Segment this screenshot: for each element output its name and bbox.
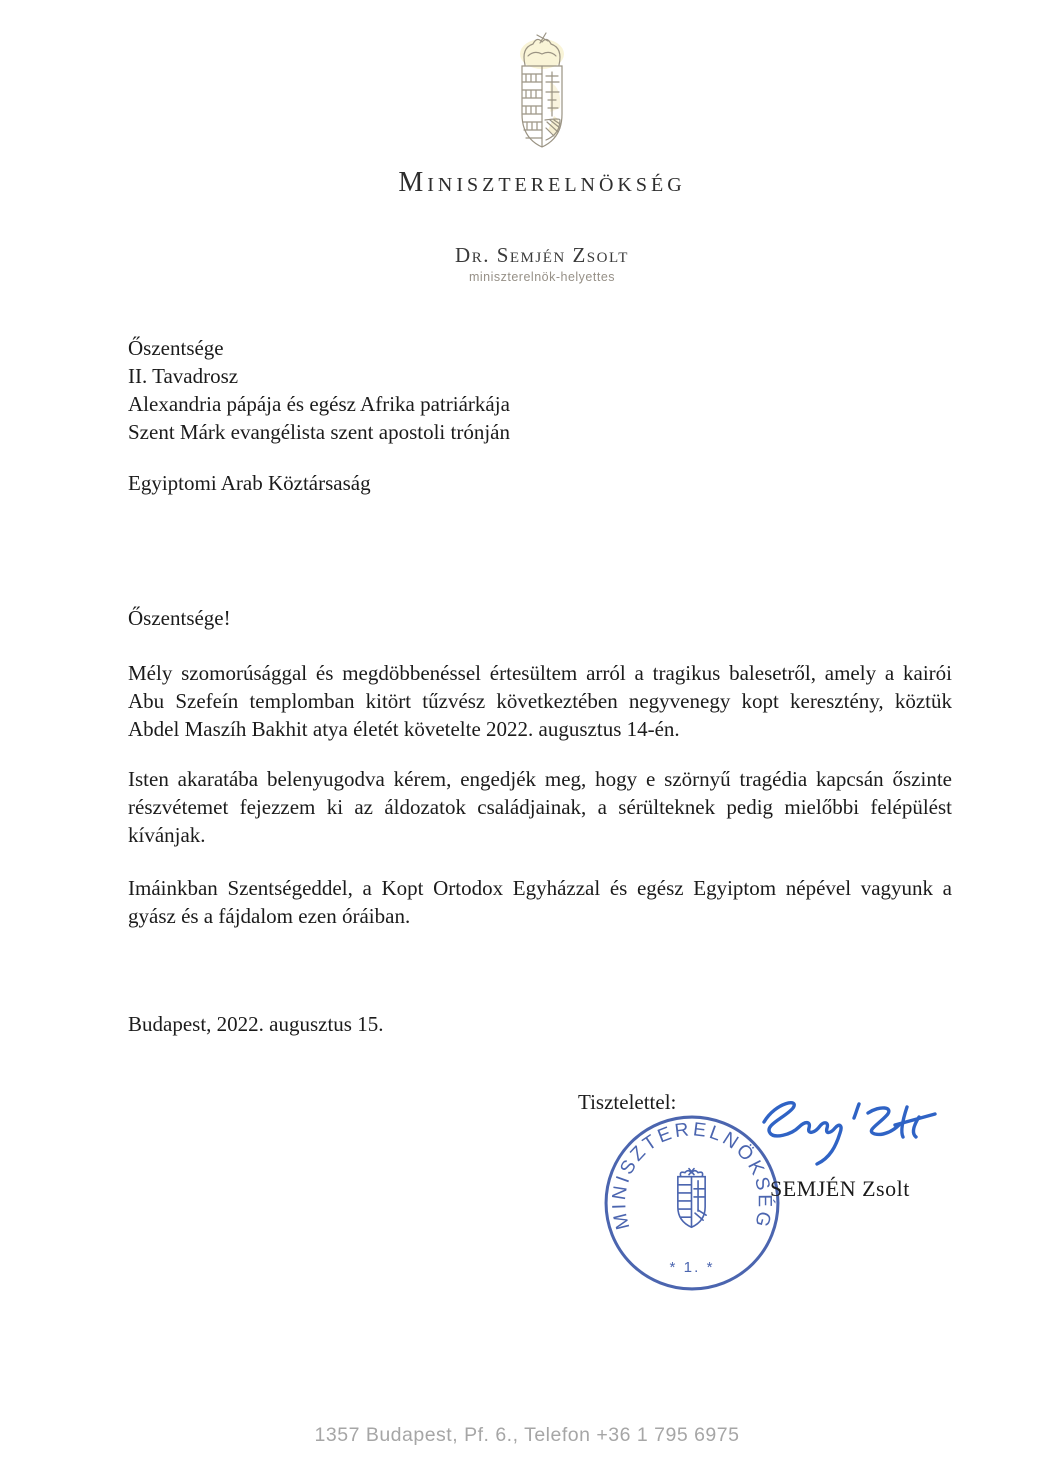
officer-title: miniszterelnök-helyettes [468, 270, 616, 284]
stamp-coat-of-arms-icon [678, 1169, 706, 1228]
footer-contact: 1357 Budapest, Pf. 6., Telefon +36 1 795 6975 [314, 1424, 740, 1446]
org-name: Miniszterelnökség [398, 167, 686, 198]
paragraph: Mély szomorúsággal és megdöbbenéssel értesültem arról a tragikus balesetről, amely a kairói Abu Szefeín templomban kitört tűzvész következtében negyvenegy kopt keresztény, köztük Abdel Maszíh Bakhit atya életét követelte 2022. augusztus 14-én. [128, 661, 952, 741]
letterhead [30, 0, 1054, 284]
salutation: Őszentsége! [128, 606, 231, 630]
hungary-coat-of-arms-icon [502, 30, 582, 159]
handwritten-signature-icon [746, 1094, 944, 1176]
dateline: Budapest, 2022. augusztus 15. [128, 1012, 384, 1036]
recipient-line: Szent Márk evangélista szent apostoli trónján [128, 420, 510, 444]
recipient-line: Őszentsége [128, 336, 224, 360]
stamp-bottom-text: * 1. * [669, 1258, 715, 1276]
recipient-block [128, 334, 952, 446]
officer-name: Dr. Semjén Zsolt [455, 243, 629, 267]
stamp-ring-text: MINISZTERELNÖKSÉG [608, 1119, 775, 1232]
paragraph: Isten akaratába belenyugodva kérem, engedjék meg, hogy e szörnyű tragédia kapcsán őszinte részvétemet fejezzem ki az áldozatok családjainak, a sérülteknek pedig mielőbbi felépülést kívánjak. [128, 767, 952, 847]
recipient-line: II. Tavadrosz [128, 364, 239, 388]
recipient-country: Egyiptomi Arab Köztársaság [128, 471, 371, 495]
signatory-name: SEMJÉN Zsolt [770, 1176, 910, 1201]
closing: Tisztelettel: [578, 1090, 677, 1114]
recipient-line: Alexandria pápája és egész Afrika patriárkája [128, 392, 510, 416]
paragraph: Imáinkban Szentségeddel, a Kopt Ortodox Egyházzal és egész Egyiptom népével vagyunk a gyász és a fájdalom ezen óráiban. [128, 876, 952, 928]
